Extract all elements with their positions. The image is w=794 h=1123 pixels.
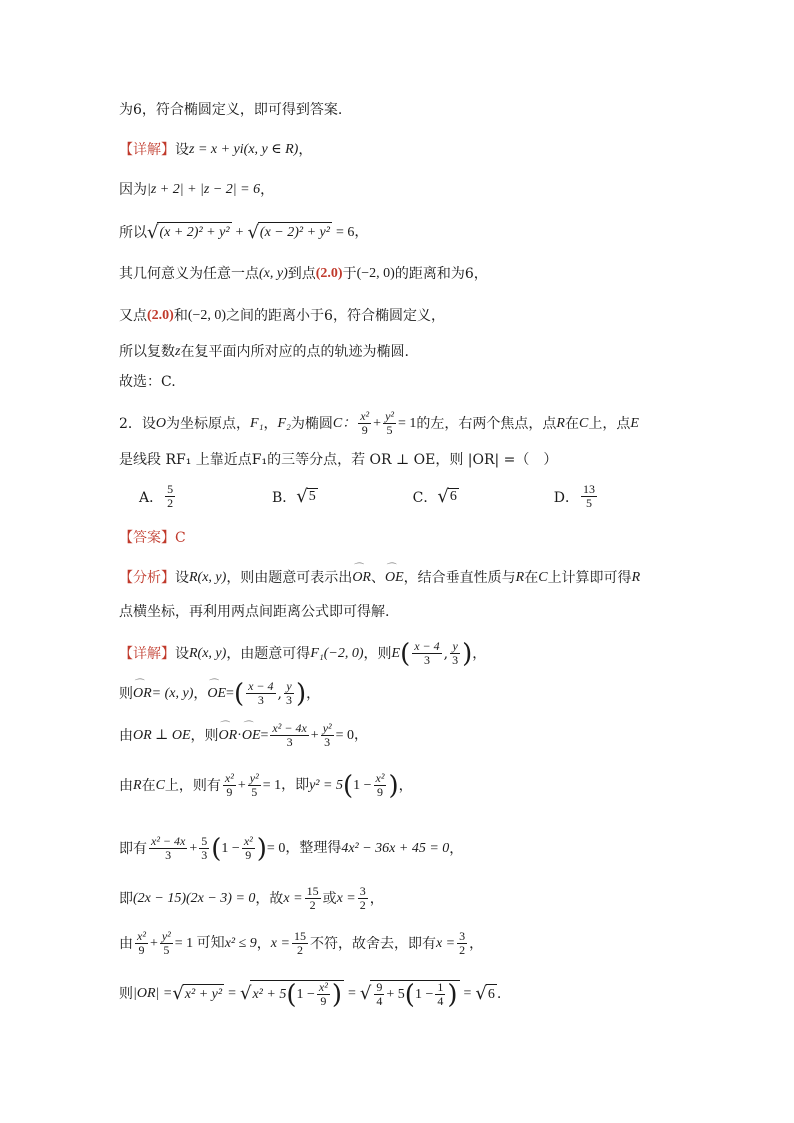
numerator: y² (385, 409, 395, 423)
denominator: 2 (296, 943, 303, 957)
text: ， (472, 645, 487, 662)
text: = 0， (335, 727, 369, 743)
denominator: 9 (245, 848, 252, 862)
text: 又点 (119, 308, 147, 324)
fraction (165, 483, 175, 510)
text: 或 (322, 890, 337, 907)
text: ， (306, 685, 321, 702)
text: ， (260, 182, 275, 198)
question-2-line-2 (119, 450, 557, 470)
numerator: x² (318, 980, 328, 994)
numerator: x² − 4x (151, 834, 186, 848)
text: 2．设 (119, 415, 156, 432)
radical-sign: √ (437, 486, 449, 507)
text: 和 (173, 308, 188, 324)
numerator: x² − 4x (272, 721, 307, 735)
math-expr: + 5 (386, 986, 405, 1002)
fraction (199, 835, 209, 862)
text: ， (193, 685, 208, 702)
text: 则 (119, 986, 133, 1002)
analysis-line-2 (119, 602, 389, 622)
equals: = (463, 986, 472, 1001)
numerator: 15 (293, 929, 306, 943)
solution-line-1: 【详解】 设 R(x, y) ，由题意可得 F₁(−2, 0) ，则 E ( $\frac{x - 4}{3}$ , $\frac{y}{3}$ ) ， (119, 638, 487, 669)
math-expr: x = (435, 935, 456, 951)
paren-close: ) (447, 979, 458, 1010)
fraction (321, 722, 334, 749)
text: 、 (370, 570, 385, 586)
radicand: x² + y² (183, 984, 224, 1005)
equals: = (228, 986, 236, 1001)
denominator: 5 (585, 496, 592, 510)
math-expr: (2.0) (315, 266, 343, 281)
numerator: y² (161, 929, 171, 943)
text: 是线段 RF₁ 上靠近点F₁的三等分点，若 OR ⊥ OE，则 |OR| =（ ） (119, 452, 558, 468)
radicand: 5 (308, 489, 316, 504)
plus: + (373, 415, 382, 431)
numerator: x − 4 (248, 679, 274, 693)
choice-b[interactable] (272, 486, 318, 507)
denominator: 5 (251, 785, 258, 799)
text: 在复平面内所对应的点的轨迹为椭圆. (180, 344, 409, 360)
paren-open: ( (342, 770, 354, 801)
text: 为坐标原点， (166, 415, 251, 432)
text: 设 (175, 142, 189, 158)
text: 因为 (119, 182, 147, 198)
math-expr: 4x² − 36x + 45 = 0 (341, 840, 450, 856)
denominator: 3 (286, 693, 292, 707)
text: 即 (119, 890, 133, 907)
math-expr: x² + 5 (252, 986, 287, 1002)
denominator: 3 (165, 848, 172, 862)
denominator: 5 (163, 943, 170, 957)
text: 在 (141, 777, 156, 794)
solution-tail-line (119, 100, 342, 120)
answer-line (119, 528, 186, 548)
fraction (284, 680, 294, 707)
text: 所以复数 (119, 344, 175, 360)
detail-line-2 (119, 180, 274, 200)
fraction (358, 885, 368, 912)
equals: = 1 (398, 415, 417, 431)
choice-c[interactable] (413, 486, 459, 507)
denominator: 2 (167, 496, 174, 510)
vector-oe: ⌒ OE (385, 568, 404, 588)
math-var: C： (332, 415, 357, 431)
text: ，则由题意可表示出 (226, 570, 353, 586)
fraction (292, 930, 308, 957)
text: = 6， (335, 224, 369, 240)
vector-oe: ⌒ OE (242, 726, 261, 746)
choice-a[interactable] (139, 483, 177, 510)
denominator: 3 (286, 735, 293, 749)
text: 由 (119, 727, 133, 744)
answer-tag: 【答案】 (119, 530, 175, 546)
dot: · (237, 727, 242, 743)
text: 于 (342, 266, 357, 282)
radical-sign: √ (296, 486, 308, 507)
solution-line-4 (119, 772, 413, 799)
radicand-group (250, 980, 344, 1008)
denominator: 4 (376, 994, 383, 1008)
text: = 0，整理得 (266, 840, 342, 856)
numerator: x² (360, 409, 370, 423)
solution-line-8 (119, 980, 501, 1008)
numerator: 13 (582, 482, 595, 496)
text: 在 (564, 415, 579, 432)
fraction (223, 772, 236, 799)
text: ， (449, 840, 464, 857)
numerator: y (452, 639, 458, 653)
solution-line-7 (119, 930, 483, 957)
paren-close: ) (462, 638, 473, 669)
text: 之间的距离小于6，符合椭圆定义， (226, 308, 445, 324)
numerator: x² (137, 929, 146, 943)
paren-open: ( (404, 979, 415, 1010)
math-expr: (−2, 0) (356, 266, 395, 281)
text: 在 (524, 570, 539, 586)
text: 为椭圆 (290, 415, 333, 432)
math-var: R (515, 570, 525, 585)
numerator: 9 (376, 980, 383, 994)
detail-tag: 【详解】 (119, 142, 175, 158)
numerator: 1 (437, 980, 444, 994)
fraction (383, 410, 396, 437)
text: 设 (175, 570, 189, 586)
math-var: R (556, 415, 565, 431)
text: 上计算即可得 (547, 570, 632, 586)
math-expr: (−2, 0) (187, 308, 227, 323)
plus: + (310, 727, 319, 743)
text: 由 (119, 935, 133, 952)
plus: + (235, 224, 244, 240)
numerator: x² (375, 771, 385, 785)
math-expr: (2x − 15)(2x − 3) = 0 (133, 890, 256, 906)
text: ， (369, 890, 384, 907)
solution-line-6 (119, 885, 384, 912)
radicand: (x − 2)² + y² (258, 222, 332, 243)
text: 即有 (119, 840, 147, 857)
math-expr: x = (270, 935, 290, 951)
text: ，由题意可得 (226, 645, 311, 662)
detail-line-5 (119, 306, 445, 326)
denominator: 9 (320, 994, 327, 1008)
text: 到点 (287, 266, 316, 282)
math-expr: |OR| = (133, 986, 173, 1001)
solution-line-5 (119, 835, 463, 862)
numerator: x − 4 (414, 639, 440, 653)
fraction (246, 680, 275, 707)
text: 上，则有 (164, 777, 221, 794)
fraction (149, 835, 187, 862)
detail-line-6 (119, 342, 409, 362)
math-expr: z = x + yi(x, y ∈ R) (189, 142, 299, 157)
question-2-line-1 (119, 410, 639, 437)
math-var: F₂ (277, 415, 291, 431)
paren-open: ( (400, 638, 411, 669)
denominator: 4 (437, 994, 444, 1008)
fraction (435, 981, 445, 1008)
text: 为6，符合椭圆定义，即可得到答案. (119, 102, 343, 118)
math-var: O (155, 415, 167, 431)
text: 的左，右两个焦点，点 (416, 415, 557, 432)
numerator: y² (322, 721, 332, 735)
answer-value: C (175, 530, 186, 546)
detail-line-3 (119, 222, 368, 243)
denominator: 3 (201, 848, 208, 862)
text: 则 (119, 685, 133, 702)
math-expr: (x, y) (259, 266, 288, 281)
equals: = (347, 986, 356, 1001)
text: 点横坐标，再利用两点间距离公式即可得解. (119, 604, 390, 620)
fraction (135, 930, 148, 957)
math-expr: R(x, y) (189, 645, 227, 661)
radical-sign: √ (247, 221, 259, 243)
choice-label: B． (272, 489, 297, 506)
paren-close: ) (388, 770, 399, 801)
radicand: 6 (449, 489, 457, 504)
math-var: E (391, 645, 401, 661)
denominator: 2 (309, 898, 316, 912)
choice-d[interactable] (554, 483, 599, 510)
math-var: F₁ (250, 415, 264, 431)
denominator: 9 (226, 785, 233, 799)
answer-choices (139, 483, 599, 510)
fraction (581, 483, 597, 510)
radical-sign: √ (359, 983, 372, 1004)
math-expr: y² = 5 (309, 777, 343, 793)
math-expr: x = (283, 890, 303, 906)
math-var: C (155, 777, 165, 793)
denominator: 9 (376, 785, 383, 799)
text: 其几何意义为任意一点 (119, 266, 259, 282)
vector-or: ⌒ OR (219, 726, 238, 746)
text: 由 (119, 777, 133, 794)
detail-line-1 (119, 140, 312, 160)
math-var: C (538, 570, 548, 585)
fraction (242, 835, 255, 862)
radical-sign: √ (475, 983, 487, 1004)
math-expr: R(x, y) (189, 570, 227, 585)
radical-sign: √ (239, 983, 252, 1004)
numerator: 5 (201, 834, 208, 848)
fraction (305, 885, 321, 912)
fraction (374, 772, 387, 799)
math-expr: OR ⊥ OE (133, 727, 191, 743)
fraction (358, 410, 371, 437)
one-minus: 1 − (221, 840, 240, 856)
solution-line-2: 则 ⌒ OR = (x, y) ， ⌒ OE = ( $\frac{x - 4}{3}$ , $\frac{y}{3}$ ) ， (119, 680, 320, 707)
detail-line-4 (119, 264, 488, 284)
paren-close: ) (331, 979, 342, 1010)
radicand-group (370, 980, 459, 1008)
numerator: y² (249, 771, 259, 785)
denominator: 3 (324, 735, 331, 749)
numerator: y (286, 679, 292, 693)
math-expr: |z + 2| + |z − 2| = 6 (147, 182, 261, 197)
math-var: E (630, 415, 639, 431)
fraction (412, 640, 441, 667)
text: ， (263, 415, 278, 432)
fraction (450, 640, 460, 667)
fraction (270, 722, 308, 749)
denominator: 9 (138, 943, 145, 957)
text: = 1，即 (262, 777, 310, 793)
paren-open: ( (286, 979, 297, 1010)
math-expr: z (175, 344, 181, 359)
text: ，结合垂直性质与 (403, 570, 516, 586)
text: 故选：C. (119, 374, 176, 390)
choice-label: A． (139, 489, 164, 506)
numerator: x² (224, 771, 234, 785)
text: 上，点 (588, 415, 631, 432)
solution-line-3 (119, 722, 368, 749)
fraction (160, 930, 173, 957)
radicand: (x + 2)² + y² (157, 222, 231, 243)
paren-close: ) (296, 678, 307, 709)
text: ， (298, 142, 313, 158)
math-expr: x² ≤ 9 (224, 935, 257, 951)
fraction (457, 930, 467, 957)
analysis-tag: 【分析】 (119, 570, 175, 586)
math-expr: = (x, y) (151, 685, 194, 701)
vector-or: ⌒ OR (352, 568, 371, 588)
denominator: 2 (359, 898, 366, 912)
one-minus: 1 − (296, 986, 315, 1002)
answer-choice-line (119, 372, 176, 392)
detail-tag: 【详解】 (119, 645, 175, 662)
plus: + (189, 840, 198, 856)
numerator: 5 (167, 482, 174, 496)
math-expr: x = (336, 890, 356, 906)
numerator: 3 (359, 884, 366, 898)
text: ，则 (190, 727, 219, 744)
text: 所以 (119, 224, 147, 241)
choice-label: C． (412, 489, 438, 506)
text: = 1 可知 (174, 935, 225, 951)
numerator: 15 (306, 884, 319, 898)
plus: + (149, 935, 158, 951)
period: . (496, 986, 502, 1002)
numerator: 3 (459, 929, 466, 943)
analysis-line-1 (119, 568, 640, 588)
denominator: 9 (361, 423, 368, 437)
one-minus: 1 − (414, 986, 434, 1002)
paren-close: ) (256, 833, 267, 864)
paren-open: ( (233, 678, 245, 709)
math-expr: (2.0) (147, 308, 174, 323)
text: ，则 (363, 645, 392, 662)
denominator: 3 (423, 653, 430, 667)
plus: + (237, 777, 246, 793)
text: ， (256, 935, 271, 952)
denominator: 3 (257, 693, 264, 707)
vector-or: ⌒ OR (133, 684, 152, 704)
math-var: R (631, 570, 641, 585)
fraction (248, 772, 261, 799)
radicand: 6 (486, 984, 497, 1005)
math-expr: F₁(−2, 0) (310, 645, 364, 661)
radical-sign: √ (147, 221, 159, 243)
fraction (374, 981, 384, 1008)
choice-label: D． (553, 489, 579, 506)
text: 不符，故舍去，即有 (309, 935, 436, 952)
paren-open: ( (211, 833, 222, 864)
denominator: 3 (452, 653, 459, 667)
text: ，故 (255, 890, 284, 907)
denominator: 5 (386, 423, 393, 437)
vector-oe: ⌒ OE (207, 684, 226, 704)
radical-sign: √ (172, 983, 184, 1004)
equals: = (260, 727, 269, 743)
text: 设 (175, 645, 189, 662)
text: 的距离和为6， (394, 266, 488, 282)
math-var: C (578, 415, 589, 431)
equals: = (226, 685, 234, 701)
fraction (317, 981, 330, 1008)
text: ， (398, 777, 413, 794)
numerator: x² (243, 834, 253, 848)
text: ， (469, 935, 484, 952)
one-minus: 1 − (353, 777, 372, 793)
math-var: R (133, 777, 142, 793)
denominator: 2 (459, 943, 466, 957)
